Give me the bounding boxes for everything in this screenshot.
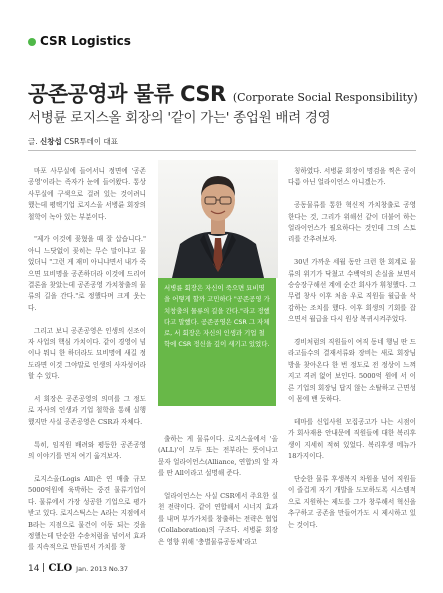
byline — [28, 136, 118, 147]
paragraph: 30년 가까운 세월 동안 크런 한 회계로 물류의 위기가 닥쳤고 수백억의 손실을 보면서 승승장구해선 계에 순간 회사가 휘청했다. 그 무렵 창사 이후 처음 우로 직원들 월급을 삭감하는 조치를 했다. 이후 회생의 기회를 잡으면서 월급을 다시 원상 복귀시켜주었다. — [288, 258, 416, 324]
paragraph: 얼라이언스는 사실 CSR에서 주요한 실천 전략이다. 같이 연합해서 시너지 효과를 내며 부가가치를 창출하는 전략은 협업(Collaboration)의 구조다. 서병륜 회장은 영향 위해 '충별물류공동체'라고 — [158, 492, 278, 546]
section-dot-icon — [28, 38, 36, 46]
footer-divider — [43, 563, 44, 572]
caption-text: 서병륜 회장은 자신이 죽으면 묘비명을 어떻게 할까 고민하다 "공존공영 가치창출의 물류의 길을 간다."라고 정했다고 말했다. 공존공영은 CSR 그 자체로, 서 회장은 자신의 인생과 기업 철학에 CSR 정신을 깊이 새기고 있었다. — [164, 284, 270, 349]
paragraph: 칭하였다. 서병륜 회장이 명검을 찍은 공이 다름 아닌 얼라이언스 아니겠는가. — [288, 167, 416, 187]
body-column-middle — [158, 434, 278, 559]
issue-info: Jan. 2013 No.37 — [76, 565, 128, 573]
section-title: CSR Logistics — [40, 34, 131, 48]
paragraph: 서 회장은 공존공영의 의미를 그 정도로 자사의 인생과 기업 철학을 통해 실행했지만 사실 공존공영은 CSR과 자체다. — [28, 395, 146, 426]
byline-org: CSR투데이 대표 — [64, 137, 118, 146]
paragraph: 로지스올(Logis All)은 연 매출 규모 5000억원에 육박하는 중견 물류기업이다. 물류에서 가장 성공한 기업으로 평가받고 있다. 로지스틱스는 A라는 지점에서 B라는 지점으로 물건이 이동 되는 것을 정했는데 단순한 수송처럼을 넘어서 효과를 지속적으로 만들면서 가치를 창 — [28, 474, 146, 552]
photo-caption — [158, 278, 276, 406]
portrait-photo — [158, 160, 278, 278]
byline-author: 신창섭 — [40, 137, 62, 146]
portrait-illustration — [158, 160, 278, 278]
article-subtitle: 서병륜 로지스올 회장의 '같이 가는' 종업원 배려 경영 — [28, 110, 331, 126]
byline-prefix: 글. — [28, 137, 38, 146]
paragraph: 마포 사무실에 들어서니 정면에 '공존공영'이라는 족자가 눈에 들어왔다. 통상 사무실에 구색으로 걸려 있는 것이려니 했는데 평택기업 로지스올 서병륜 회장의 철학이 녹아 있는 부분이다. — [28, 167, 146, 221]
body-column-right — [288, 166, 416, 542]
paragraph: 테마를 신입사원 모집공고가 나는 시점이가 회사재용 안내문에 직원들에 대한 복리후생이 지세히 적혀 있었다. 복리후생 메뉴가 18가지이다. — [288, 417, 416, 461]
page-footer — [28, 556, 128, 574]
body-column-left — [28, 166, 146, 565]
magazine-name: CLO — [48, 563, 73, 574]
article-title — [28, 78, 418, 108]
paragraph: 출하는 게 물류이다. 로지스올에서 '올(ALL)'이 모두 또는 전부라는 뜻이나고 묻자 얼라이언스(Alliance, 연합)의 앞 자를 딴 All이라고 설명해 준다. — [158, 435, 278, 478]
article-title-sub: (Corporate Social Responsibility) — [232, 91, 418, 104]
page-number: 14 — [28, 564, 40, 574]
paragraph: 경비처럼의 직원들이 여직 동네 행님 딴 드라고들수의 결재서류와 장비는 새로 회장님 방을 찾아온다 한 번 정도로 전 정상이 느껴지고 격려 없어 보인다. 5000억 원에 서 이른 기업의 회장님 답지 않는 소탈하고 근면성이 몸에 밴 듯하다. — [288, 338, 416, 404]
article-title-main: 공존공영과 물류 CSR — [28, 82, 226, 106]
paragraph: 단순한 물류 후생복지 차원을 넘어 직원들이 즐겁게 자기 개발을 도모하도록 시스템적으로 지원하는 제도를 그가 창루해서 혁신을 추구하고 공존을 만들어가도 시 제시하고 있는 것이다. — [288, 474, 416, 529]
paragraph: 그리고 보니 공존공영은 인생의 신조이자 사업의 핵심 가치이다. 같이 경영이 넘이나 뭐니 한 하더라도 묘비명에 새길 정도라면 이것 그야말로 인생의 사자성어라 할 수 있다. — [28, 326, 146, 381]
paragraph: "제가 이것에 꽂혔을 때 잘 삽습니다." 아니 느닷없이 꽂히는 무슨 말이냐고 물었더니 "그런 게 재미 아니냐면서 내가 죽으면 묘비명을 공존하더라 이것에 드리어 결론을 찾았는데 공존공영 가치창출의 물류의 길을 간다."로 정했다며 크게 웃는다. — [28, 235, 146, 312]
paragraph: 공동물류를 통한 혁신적 가치창출로 공영한다는 것, 그리가 위해선 같이 더불어 하는 얼라이언스가 필요하다는 것인데 그의 스토리를 간추려보자. — [288, 201, 416, 244]
paragraph: 특히, 임직원 배려와 평등한 공존공영의 이야기를 먼저 여기 옮겨보자. — [28, 440, 146, 461]
title-divider — [28, 150, 416, 151]
